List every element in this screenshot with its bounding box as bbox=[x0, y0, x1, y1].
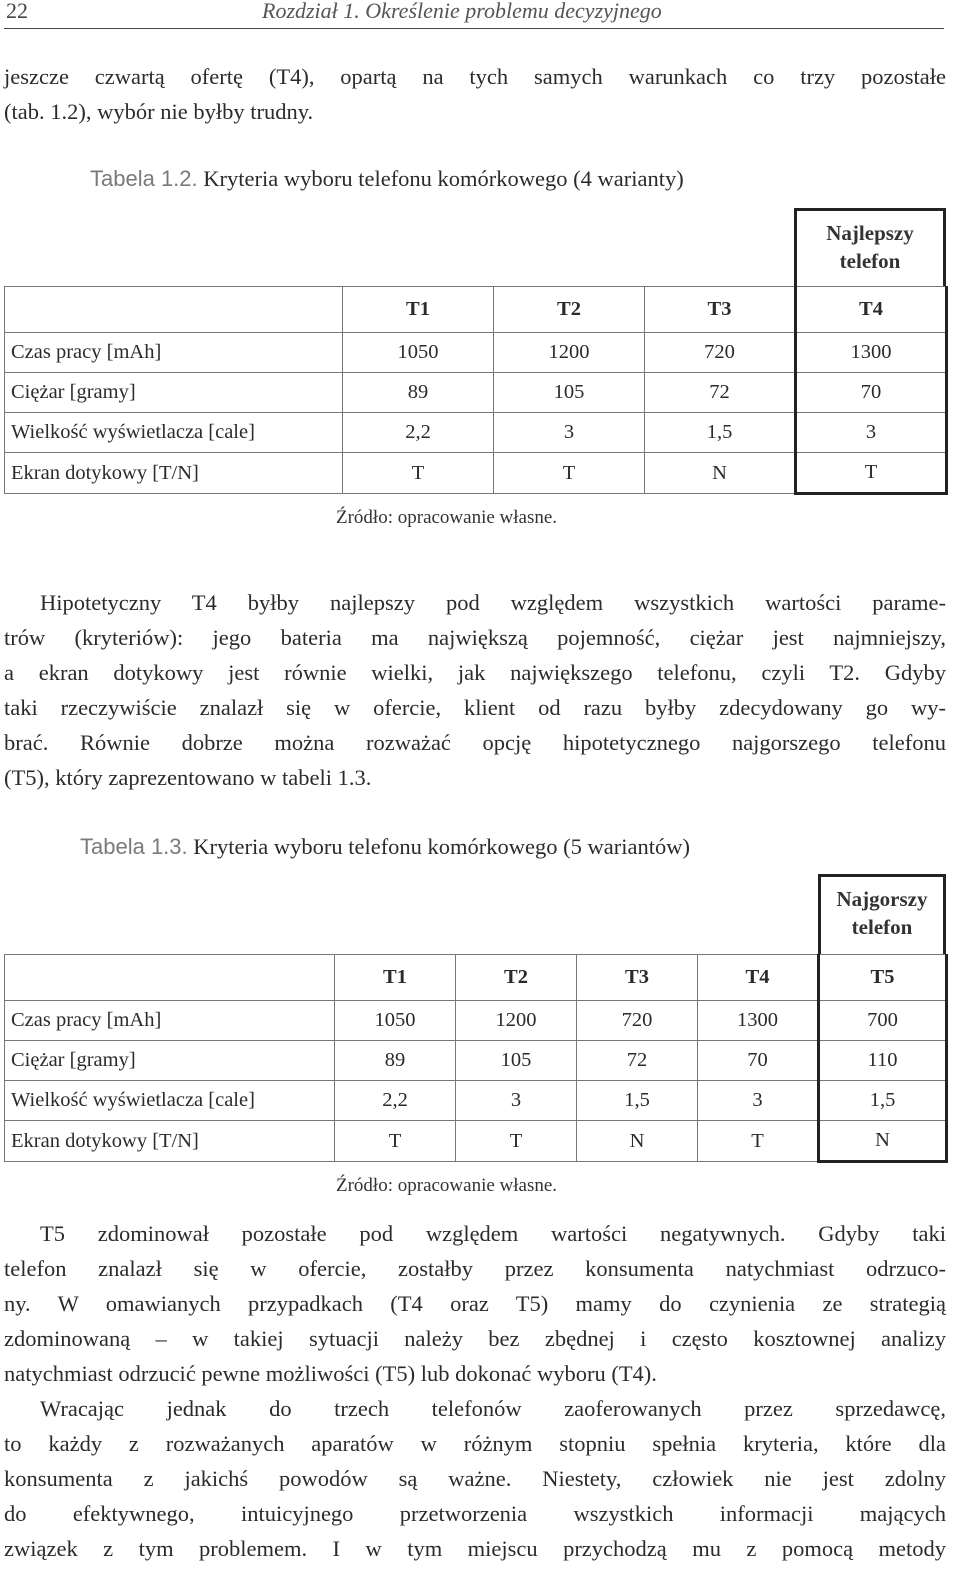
table2-col-header: T1 bbox=[335, 955, 456, 1001]
best-phone-label-line: telefon bbox=[839, 249, 901, 273]
table1-col-header: T1 bbox=[343, 287, 494, 333]
table-cell: 1200 bbox=[456, 1001, 577, 1041]
row-label: Ciężar [gramy] bbox=[5, 1041, 335, 1081]
text-line: konsumenta z jakichś powodów są ważne. Niestety, człowiek nie jest zdolny bbox=[4, 1466, 946, 1491]
table-cell: 720 bbox=[645, 333, 796, 373]
row-label: Ekran dotykowy [T/N] bbox=[5, 1121, 335, 1162]
text-line: Hipotetyczny T4 byłby najlepszy pod względem wszystkich wartości parame- bbox=[40, 590, 946, 615]
table-cell: 1200 bbox=[494, 333, 645, 373]
row-label: Czas pracy [mAh] bbox=[5, 1001, 335, 1041]
intro-paragraph bbox=[4, 59, 946, 129]
table2-caption-text: Kryteria wyboru telefonu komórkowego (5 wariantów) bbox=[193, 834, 690, 859]
table-cell: 1,5 bbox=[819, 1081, 947, 1121]
table1-col-header: T2 bbox=[494, 287, 645, 333]
table-cell: N bbox=[645, 453, 796, 494]
table1-col-header: T3 bbox=[645, 287, 796, 333]
text-line: związek z tym problemem. I w tym miejscu przychodzą mu z pomocą metody bbox=[4, 1536, 946, 1561]
table-cell: 105 bbox=[456, 1041, 577, 1081]
table-cell: 1,5 bbox=[577, 1081, 698, 1121]
table2-source: Źródło: opracowanie własne. bbox=[336, 1175, 558, 1196]
table-cell: T bbox=[698, 1121, 819, 1162]
final-paragraph-2 bbox=[4, 1391, 946, 1566]
table-cell: N bbox=[819, 1121, 947, 1162]
table-cell: 89 bbox=[335, 1041, 456, 1081]
table-cell: T bbox=[494, 453, 645, 494]
table-cell: 1,5 bbox=[645, 413, 796, 453]
text-line: trów (kryteriów): jego bateria ma największą pojemność, ciężar jest najmniejszy, bbox=[4, 625, 946, 650]
table-cell: 72 bbox=[577, 1041, 698, 1081]
table-cell: 3 bbox=[698, 1081, 819, 1121]
table1-caption bbox=[90, 164, 684, 194]
table1-col-header: T4 bbox=[796, 287, 947, 333]
table-cell: 70 bbox=[698, 1041, 819, 1081]
text-line: telefon znalazł się w ofercie, zostałby przez konsumenta natychmiast odrzuco- bbox=[4, 1256, 946, 1281]
text-line: a ekran dotykowy jest równie wielki, jak największego telefonu, czyli T2. Gdyby bbox=[4, 660, 946, 685]
table-cell: T bbox=[335, 1121, 456, 1162]
row-label: Wielkość wyświetlacza [cale] bbox=[5, 1081, 335, 1121]
row-label: Czas pracy [mAh] bbox=[5, 333, 343, 373]
table-cell: 3 bbox=[456, 1081, 577, 1121]
table-cell: 720 bbox=[577, 1001, 698, 1041]
table2-header-row bbox=[5, 955, 947, 1001]
table1-source: Źródło: opracowanie własne. bbox=[336, 507, 558, 528]
table-cell: 89 bbox=[343, 373, 494, 413]
table-row bbox=[5, 1001, 947, 1041]
table2-corner-cell bbox=[5, 955, 335, 1001]
table1-caption-text: Kryteria wyboru telefonu komórkowego (4 warianty) bbox=[203, 166, 684, 191]
middle-paragraph bbox=[4, 585, 946, 795]
table-row bbox=[5, 413, 947, 453]
text-line: (T5), który zaprezentowano w tabeli 1.3. bbox=[4, 765, 372, 790]
table-cell: 105 bbox=[494, 373, 645, 413]
worst-phone-label-line: telefon bbox=[851, 915, 913, 939]
table-cell: 2,2 bbox=[335, 1081, 456, 1121]
table-cell: 72 bbox=[645, 373, 796, 413]
table1 bbox=[4, 286, 948, 495]
text-line: (tab. 1.2), wybór nie byłby trudny. bbox=[4, 99, 314, 124]
table-cell: 1050 bbox=[335, 1001, 456, 1041]
table2-caption bbox=[80, 832, 690, 862]
running-header bbox=[4, 0, 944, 29]
table-row bbox=[5, 373, 947, 413]
table-cell: 1300 bbox=[796, 333, 947, 373]
table-cell: 2,2 bbox=[343, 413, 494, 453]
text-line: jeszcze czwartą ofertę (T4), opartą na tych samych warunkach co trzy pozostałe bbox=[4, 64, 946, 89]
text-line: taki rzeczywiście znalazł się w ofercie, klient od razu byłby zdecydowany go wy- bbox=[4, 695, 946, 720]
text-line: zdominowaną – w takiej sytuacji należy bez zbędnej i często kosztownej analizy bbox=[4, 1326, 946, 1351]
text-line: ny. W omawianych przypadkach (T4 oraz T5) mamy do czynienia ze strategią bbox=[4, 1291, 946, 1316]
table2-col-header: T2 bbox=[456, 955, 577, 1001]
table2-caption-label: Tabela 1.3. bbox=[80, 834, 188, 859]
table-row bbox=[5, 333, 947, 373]
text-line: natychmiast odrzucić pewne możliwości (T5) lub dokonać wyboru (T4). bbox=[4, 1361, 657, 1386]
row-label: Wielkość wyświetlacza [cale] bbox=[5, 413, 343, 453]
best-phone-label-line: Najlepszy bbox=[826, 221, 914, 245]
table-cell: 3 bbox=[494, 413, 645, 453]
row-label: Ciężar [gramy] bbox=[5, 373, 343, 413]
table-cell: T bbox=[796, 453, 947, 494]
text-line: do efektywnego, intuicyjnego przetworzenia wszystkich informacji mających bbox=[4, 1501, 946, 1526]
table-cell: 3 bbox=[796, 413, 947, 453]
table-cell: 1050 bbox=[343, 333, 494, 373]
table2 bbox=[4, 954, 948, 1163]
table-cell: T bbox=[343, 453, 494, 494]
text-line: Wracając jednak do trzech telefonów zaoferowanych przez sprzedawcę, bbox=[40, 1396, 946, 1421]
text-line: T5 zdominował pozostałe pod względem wartości negatywnych. Gdyby taki bbox=[40, 1221, 946, 1246]
table2-col-header: T3 bbox=[577, 955, 698, 1001]
row-label: Ekran dotykowy [T/N] bbox=[5, 453, 343, 494]
table2-col-header: T5 bbox=[819, 955, 947, 1001]
table-row bbox=[5, 1121, 947, 1162]
worst-phone-label bbox=[818, 874, 946, 956]
table-row bbox=[5, 1041, 947, 1081]
table-cell: 110 bbox=[819, 1041, 947, 1081]
table-row bbox=[5, 453, 947, 494]
table-cell: 70 bbox=[796, 373, 947, 413]
table2-col-header: T4 bbox=[698, 955, 819, 1001]
table1-caption-label: Tabela 1.2. bbox=[90, 166, 198, 191]
table-cell: 700 bbox=[819, 1001, 947, 1041]
table1-corner-cell bbox=[5, 287, 343, 333]
table-cell: 1300 bbox=[698, 1001, 819, 1041]
text-line: to każdy z rozważanych aparatów w różnym stopniu spełnia kryteria, które dla bbox=[4, 1431, 946, 1456]
table1-header-row bbox=[5, 287, 947, 333]
table-row bbox=[5, 1081, 947, 1121]
text-line: brać. Równie dobrze można rozważać opcję hipotetycznego najgorszego telefonu bbox=[4, 730, 946, 755]
worst-phone-label-line: Najgorszy bbox=[836, 887, 928, 911]
final-paragraph-1 bbox=[4, 1216, 946, 1391]
table-cell: T bbox=[456, 1121, 577, 1162]
table-cell: N bbox=[577, 1121, 698, 1162]
best-phone-label bbox=[794, 208, 946, 288]
running-title: Rozdział 1. Określenie problemu decyzyjnego bbox=[262, 0, 662, 23]
page-number: 22 bbox=[6, 0, 28, 23]
